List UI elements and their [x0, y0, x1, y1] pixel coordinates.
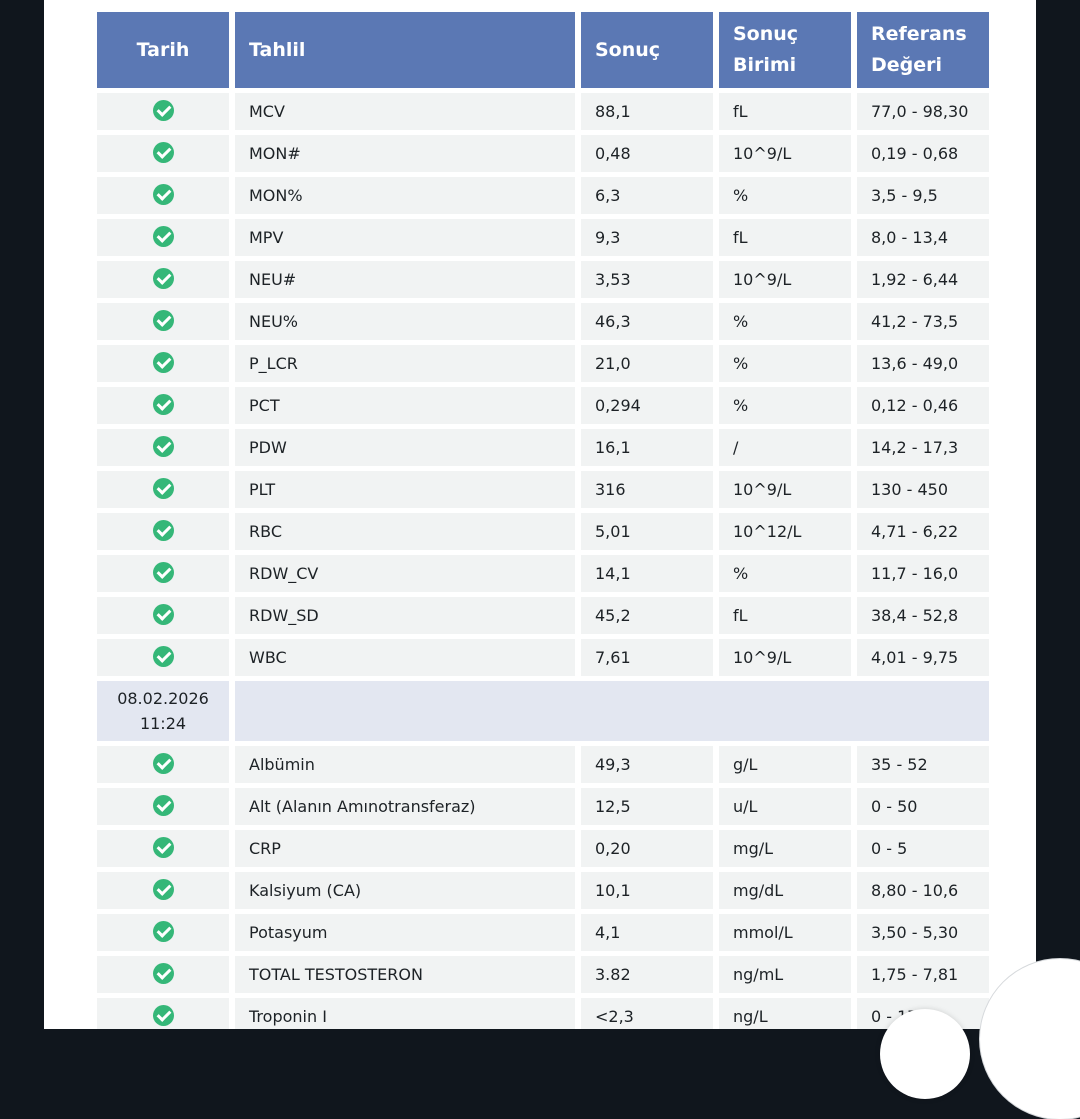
test-result: 3.82 [581, 956, 713, 993]
test-unit: 10^9/L [719, 471, 851, 508]
test-name: MCV [235, 93, 575, 130]
test-name: Alt (Alanın Amınotransferaz) [235, 788, 575, 825]
test-reference: 0 - 17,5 [857, 998, 989, 1029]
test-unit: % [719, 345, 851, 382]
check-circle-icon [153, 100, 174, 121]
table-row[interactable] [97, 471, 989, 508]
status-cell [97, 746, 229, 783]
check-circle-icon [153, 310, 174, 331]
test-reference: 8,80 - 10,6 [857, 872, 989, 909]
test-name: NEU% [235, 303, 575, 340]
test-name: RBC [235, 513, 575, 550]
column-header-date[interactable]: Tarih [97, 12, 229, 88]
test-reference: 4,71 - 6,22 [857, 513, 989, 550]
test-name: MPV [235, 219, 575, 256]
test-unit: mg/dL [719, 872, 851, 909]
test-result: 0,20 [581, 830, 713, 867]
test-unit: / [719, 429, 851, 466]
table-row[interactable] [97, 956, 989, 993]
test-reference: 0,12 - 0,46 [857, 387, 989, 424]
test-reference: 1,92 - 6,44 [857, 261, 989, 298]
test-reference: 13,6 - 49,0 [857, 345, 989, 382]
test-result: 9,3 [581, 219, 713, 256]
table-row[interactable] [97, 303, 989, 340]
test-reference: 38,4 - 52,8 [857, 597, 989, 634]
column-header-unit-line1: Sonuç [733, 23, 798, 45]
check-circle-icon [153, 352, 174, 373]
status-cell [97, 177, 229, 214]
table-row[interactable] [97, 135, 989, 172]
table-row[interactable] [97, 387, 989, 424]
status-cell [97, 429, 229, 466]
test-reference: 4,01 - 9,75 [857, 639, 989, 676]
test-unit: g/L [719, 746, 851, 783]
table-header [97, 12, 989, 88]
check-circle-icon [153, 436, 174, 457]
check-circle-icon [153, 1005, 174, 1026]
group-time: 11:24 [140, 714, 186, 733]
test-reference: 0 - 50 [857, 788, 989, 825]
group-date: 08.02.2026 [117, 689, 209, 708]
check-circle-icon [153, 394, 174, 415]
status-cell [97, 219, 229, 256]
test-result: 10,1 [581, 872, 713, 909]
test-unit: fL [719, 219, 851, 256]
table-row[interactable] [97, 429, 989, 466]
column-header-result[interactable]: Sonuç [581, 12, 713, 88]
status-cell [97, 998, 229, 1029]
test-result: 14,1 [581, 555, 713, 592]
test-result: 49,3 [581, 746, 713, 783]
check-circle-icon [153, 562, 174, 583]
test-unit: fL [719, 597, 851, 634]
check-circle-icon [153, 921, 174, 942]
status-cell [97, 639, 229, 676]
test-result: 6,3 [581, 177, 713, 214]
test-name: CRP [235, 830, 575, 867]
table-row[interactable] [97, 93, 989, 130]
test-result: 3,53 [581, 261, 713, 298]
check-circle-icon [153, 142, 174, 163]
test-reference: 1,75 - 7,81 [857, 956, 989, 993]
column-header-test[interactable]: Tahlil [235, 12, 575, 88]
check-circle-icon [153, 520, 174, 541]
test-result: 4,1 [581, 914, 713, 951]
check-circle-icon [153, 646, 174, 667]
date-group-row[interactable] [97, 681, 989, 741]
status-cell [97, 956, 229, 993]
test-name: TOTAL TESTOSTERON [235, 956, 575, 993]
test-name: Troponin I [235, 998, 575, 1029]
test-name: PCT [235, 387, 575, 424]
test-reference: 35 - 52 [857, 746, 989, 783]
test-reference: 41,2 - 73,5 [857, 303, 989, 340]
status-cell [97, 555, 229, 592]
table-body [97, 93, 989, 1029]
test-reference: 0 - 5 [857, 830, 989, 867]
status-cell [97, 93, 229, 130]
check-circle-icon [153, 879, 174, 900]
table-row[interactable] [97, 597, 989, 634]
status-cell [97, 303, 229, 340]
test-unit: % [719, 303, 851, 340]
test-name: Albümin [235, 746, 575, 783]
status-cell [97, 261, 229, 298]
test-name: RDW_SD [235, 597, 575, 634]
status-cell [97, 830, 229, 867]
status-cell [97, 345, 229, 382]
test-unit: fL [719, 93, 851, 130]
check-circle-icon [153, 226, 174, 247]
test-unit: mmol/L [719, 914, 851, 951]
column-header-reference-line2: Değeri [871, 54, 942, 76]
test-reference: 0,19 - 0,68 [857, 135, 989, 172]
table-row[interactable] [97, 513, 989, 550]
test-reference: 3,50 - 5,30 [857, 914, 989, 951]
check-circle-icon [153, 795, 174, 816]
check-circle-icon [153, 268, 174, 289]
test-unit: % [719, 555, 851, 592]
test-result: 0,294 [581, 387, 713, 424]
status-cell [97, 513, 229, 550]
column-header-unit[interactable] [719, 12, 851, 88]
test-name: RDW_CV [235, 555, 575, 592]
test-name: MON% [235, 177, 575, 214]
table-row[interactable] [97, 345, 989, 382]
test-name: NEU# [235, 261, 575, 298]
check-circle-icon [153, 753, 174, 774]
test-unit: ng/L [719, 998, 851, 1029]
test-name: MON# [235, 135, 575, 172]
table-row[interactable] [97, 914, 989, 951]
test-unit: 10^12/L [719, 513, 851, 550]
status-cell [97, 387, 229, 424]
test-name: Potasyum [235, 914, 575, 951]
status-cell [97, 788, 229, 825]
column-header-unit-line2: Birimi [733, 54, 796, 76]
test-unit: % [719, 177, 851, 214]
test-result: 5,01 [581, 513, 713, 550]
status-cell [97, 914, 229, 951]
table-row[interactable] [97, 639, 989, 676]
lab-results-table [91, 7, 995, 1029]
table-row[interactable] [97, 788, 989, 825]
test-result: 12,5 [581, 788, 713, 825]
test-unit: ng/mL [719, 956, 851, 993]
column-header-reference-line1: Referans [871, 23, 967, 45]
test-unit: mg/L [719, 830, 851, 867]
status-cell [97, 471, 229, 508]
test-reference: 8,0 - 13,4 [857, 219, 989, 256]
table-row[interactable] [97, 872, 989, 909]
test-name: WBC [235, 639, 575, 676]
status-cell [97, 597, 229, 634]
test-name: PLT [235, 471, 575, 508]
test-result: 7,61 [581, 639, 713, 676]
test-name: Kalsiyum (CA) [235, 872, 575, 909]
table-row[interactable] [97, 830, 989, 867]
test-result: 16,1 [581, 429, 713, 466]
test-name: P_LCR [235, 345, 575, 382]
group-spacer [235, 681, 989, 741]
table-row[interactable] [97, 746, 989, 783]
table-row[interactable] [97, 177, 989, 214]
test-result: <2,3 [581, 998, 713, 1029]
status-cell [97, 872, 229, 909]
test-unit: 10^9/L [719, 261, 851, 298]
status-cell [97, 135, 229, 172]
check-circle-icon [153, 604, 174, 625]
floating-overlay-circle[interactable] [880, 1009, 970, 1099]
test-reference: 3,5 - 9,5 [857, 177, 989, 214]
column-header-reference[interactable] [857, 12, 989, 88]
test-reference: 14,2 - 17,3 [857, 429, 989, 466]
test-result: 46,3 [581, 303, 713, 340]
test-result: 45,2 [581, 597, 713, 634]
test-result: 316 [581, 471, 713, 508]
results-sheet [44, 0, 1036, 1029]
test-unit: 10^9/L [719, 639, 851, 676]
test-result: 21,0 [581, 345, 713, 382]
test-unit: 10^9/L [719, 135, 851, 172]
table-row[interactable] [97, 261, 989, 298]
check-circle-icon [153, 963, 174, 984]
table-row[interactable] [97, 219, 989, 256]
check-circle-icon [153, 837, 174, 858]
test-reference: 130 - 450 [857, 471, 989, 508]
test-unit: u/L [719, 788, 851, 825]
test-reference: 11,7 - 16,0 [857, 555, 989, 592]
test-result: 88,1 [581, 93, 713, 130]
check-circle-icon [153, 478, 174, 499]
check-circle-icon [153, 184, 174, 205]
test-result: 0,48 [581, 135, 713, 172]
group-date-cell [97, 681, 229, 741]
table-row[interactable] [97, 998, 989, 1029]
test-name: PDW [235, 429, 575, 466]
test-unit: % [719, 387, 851, 424]
table-row[interactable] [97, 555, 989, 592]
test-reference: 77,0 - 98,30 [857, 93, 989, 130]
